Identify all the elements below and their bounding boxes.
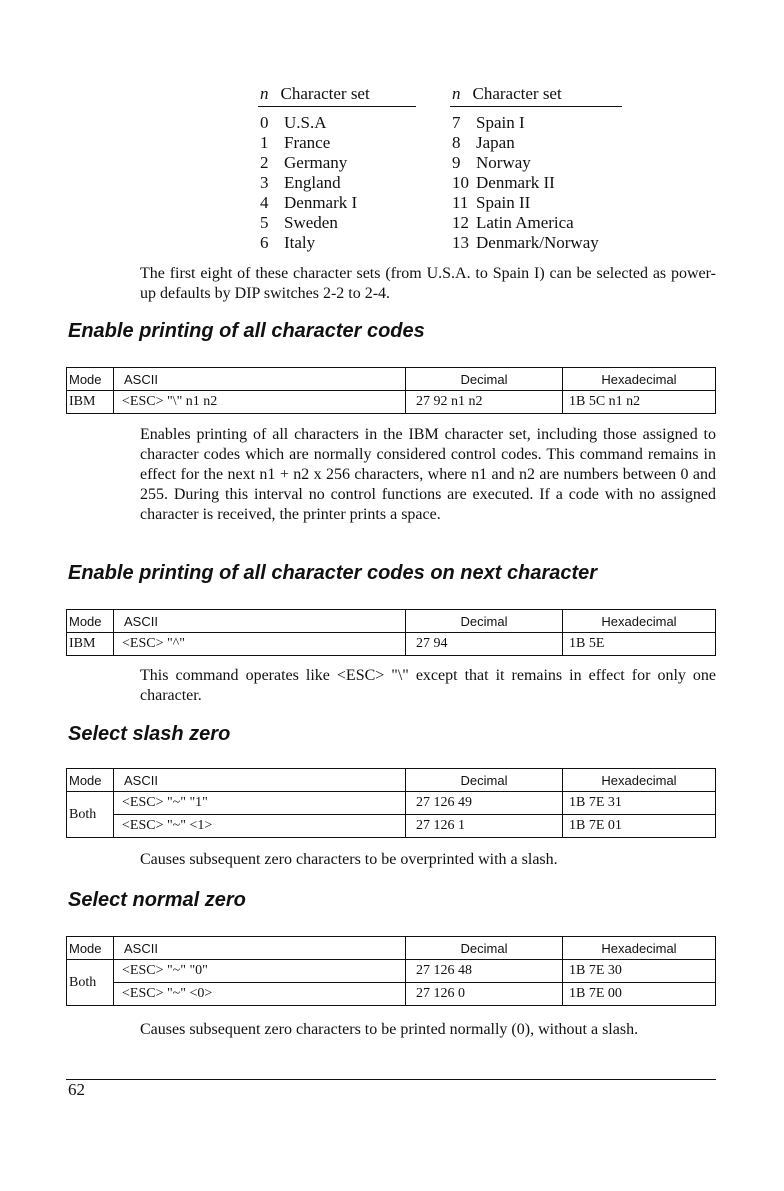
- table-header-row: [67, 368, 715, 390]
- description-normal-zero: Causes subsequent zero characters to be printed normally (0), without a slash.: [140, 1021, 639, 1038]
- charset-item: [260, 233, 315, 253]
- charset-item: [452, 113, 525, 133]
- charset-name: Norway: [476, 153, 531, 172]
- charset-item: [452, 153, 531, 173]
- charset-header-left: [260, 84, 370, 104]
- hex-cell: 1B 7E 01: [569, 818, 622, 833]
- charset-number: 3: [260, 173, 269, 192]
- header-decimal: Decimal: [406, 769, 563, 791]
- charset-item: [260, 133, 330, 153]
- charset-name: Japan: [476, 133, 515, 152]
- charset-number: 9: [452, 153, 461, 172]
- charset-name: Italy: [284, 233, 316, 252]
- ascii-cell: <ESC> "\" n1 n2: [114, 391, 406, 413]
- charset-item: [260, 113, 327, 133]
- section-title-enable-all: Enable printing of all character codes: [68, 320, 425, 342]
- charset-name: Denmark/Norway: [476, 233, 599, 252]
- charset-header-label: Character set: [472, 84, 562, 103]
- decimal-cell: 27 94: [406, 633, 563, 655]
- header-ascii: ASCII: [114, 368, 406, 390]
- header-ascii: ASCII: [114, 937, 406, 959]
- charset-item: [260, 193, 357, 213]
- charset-header-right: [452, 84, 562, 104]
- mode-cell: IBM: [67, 633, 114, 655]
- charset-name: Latin America: [476, 213, 574, 232]
- charset-item: [260, 153, 347, 173]
- hex-cell: 1B 7E 00: [569, 986, 622, 1001]
- charset-name: Germany: [284, 153, 348, 172]
- table-header-row: [67, 937, 715, 959]
- decimal-cell: 27 126 1: [406, 815, 563, 837]
- header-mode: Mode: [67, 937, 114, 959]
- header-ascii: ASCII: [114, 769, 406, 791]
- ascii-cell: <ESC> "~" "1": [114, 792, 406, 814]
- hex-cell: 1B 5C n1 n2: [569, 394, 641, 409]
- charset-item: [452, 173, 555, 193]
- ascii-cell: <ESC> "^": [114, 633, 406, 655]
- charset-number: 1: [260, 133, 269, 152]
- table-row: [67, 390, 715, 413]
- hex-cell: 1B 5E: [569, 636, 605, 651]
- charset-name: England: [284, 173, 341, 192]
- header-mode: Mode: [67, 610, 114, 632]
- table-row: [114, 792, 715, 814]
- mode-cell: IBM: [67, 391, 114, 413]
- charset-number: 13: [452, 233, 469, 252]
- decimal-cell: 27 126 49: [406, 792, 563, 814]
- description-enable-next: This command operates like <ESC> "\" except that it remains in effect for only one character.: [140, 667, 716, 704]
- mode-cell: Both: [67, 960, 114, 1005]
- charset-header-n: n: [452, 84, 461, 103]
- charset-name: Denmark II: [476, 173, 555, 192]
- command-table-enable-all: [66, 367, 716, 414]
- page-number: 62: [68, 1080, 85, 1099]
- charset-number: 4: [260, 193, 269, 212]
- charset-name: France: [284, 133, 331, 152]
- table-row: [114, 982, 715, 1005]
- table-body-merged: [67, 791, 715, 837]
- charset-item: [260, 173, 341, 193]
- charset-name: U.S.A: [284, 113, 327, 132]
- header-hex: Hexadecimal: [601, 772, 677, 788]
- decimal-cell: 27 92 n1 n2: [406, 391, 563, 413]
- ascii-cell: <ESC> "~" <1>: [114, 815, 406, 837]
- table-row: [67, 632, 715, 655]
- charset-number: 5: [260, 213, 269, 232]
- table-header-row: [67, 610, 715, 632]
- section-title-normal-zero: Select normal zero: [68, 889, 246, 911]
- charset-number: 10: [452, 173, 469, 192]
- header-decimal: Decimal: [406, 610, 563, 632]
- section-title-enable-next: Enable printing of all character codes on next character: [68, 562, 598, 584]
- charset-item: [452, 233, 599, 253]
- table-header-row: [67, 769, 715, 791]
- charset-number: 12: [452, 213, 469, 232]
- table-body-merged: [67, 959, 715, 1005]
- intro-paragraph: The first eight of these character sets (from U.S.A. to Spain I) can be selected as power-up defaults by DIP switches 2-2 to 2-4.: [140, 265, 716, 302]
- charset-name: Spain I: [476, 113, 525, 132]
- header-decimal: Decimal: [406, 368, 563, 390]
- charset-rule-left: [258, 106, 416, 107]
- header-hex: Hexadecimal: [601, 613, 677, 629]
- charset-name: Sweden: [284, 213, 338, 232]
- table-row: [114, 814, 715, 837]
- ascii-cell: <ESC> "~" <0>: [114, 983, 406, 1005]
- ascii-cell: <ESC> "~" "0": [114, 960, 406, 982]
- header-ascii: ASCII: [114, 610, 406, 632]
- charset-number: 7: [452, 113, 461, 132]
- charset-number: 0: [260, 113, 269, 132]
- charset-header-n: n: [260, 84, 269, 103]
- charset-name: Spain II: [476, 193, 531, 212]
- charset-item: [452, 133, 515, 153]
- hex-cell: 1B 7E 30: [569, 963, 622, 978]
- charset-rule-right: [450, 106, 622, 107]
- header-decimal: Decimal: [406, 937, 563, 959]
- charset-item: [260, 213, 338, 233]
- mode-cell: Both: [67, 792, 114, 837]
- charset-number: 11: [452, 193, 469, 212]
- section-title-slash-zero: Select slash zero: [68, 723, 231, 745]
- description-enable-all: Enables printing of all characters in the IBM character set, including those assigned to character codes which are normally considered control codes. This command remains in effect for the next n1 + n2 x 256 characters, where n1 and n2 are numbers between 0 and 255. During this interval no control functions are executed. If a code with no assigned character is received, the printer prints a space.: [140, 426, 716, 523]
- charset-name: Denmark I: [284, 193, 358, 212]
- header-hex: Hexadecimal: [601, 940, 677, 956]
- description-slash-zero: Causes subsequent zero characters to be overprinted with a slash.: [140, 851, 558, 868]
- header-mode: Mode: [67, 368, 114, 390]
- decimal-cell: 27 126 48: [406, 960, 563, 982]
- command-table-slash-zero: [66, 768, 716, 838]
- charset-number: 6: [260, 233, 269, 252]
- charset-item: [452, 213, 574, 233]
- charset-number: 8: [452, 133, 461, 152]
- header-hex: Hexadecimal: [601, 371, 677, 387]
- charset-header-label: Character set: [280, 84, 370, 103]
- footer-rule: [66, 1079, 716, 1080]
- command-table-normal-zero: [66, 936, 716, 1006]
- header-mode: Mode: [67, 769, 114, 791]
- charset-number: 2: [260, 153, 269, 172]
- hex-cell: 1B 7E 31: [569, 795, 622, 810]
- charset-item: [452, 193, 530, 213]
- table-row: [114, 960, 715, 982]
- decimal-cell: 27 126 0: [406, 983, 563, 1005]
- command-table-enable-next: [66, 609, 716, 656]
